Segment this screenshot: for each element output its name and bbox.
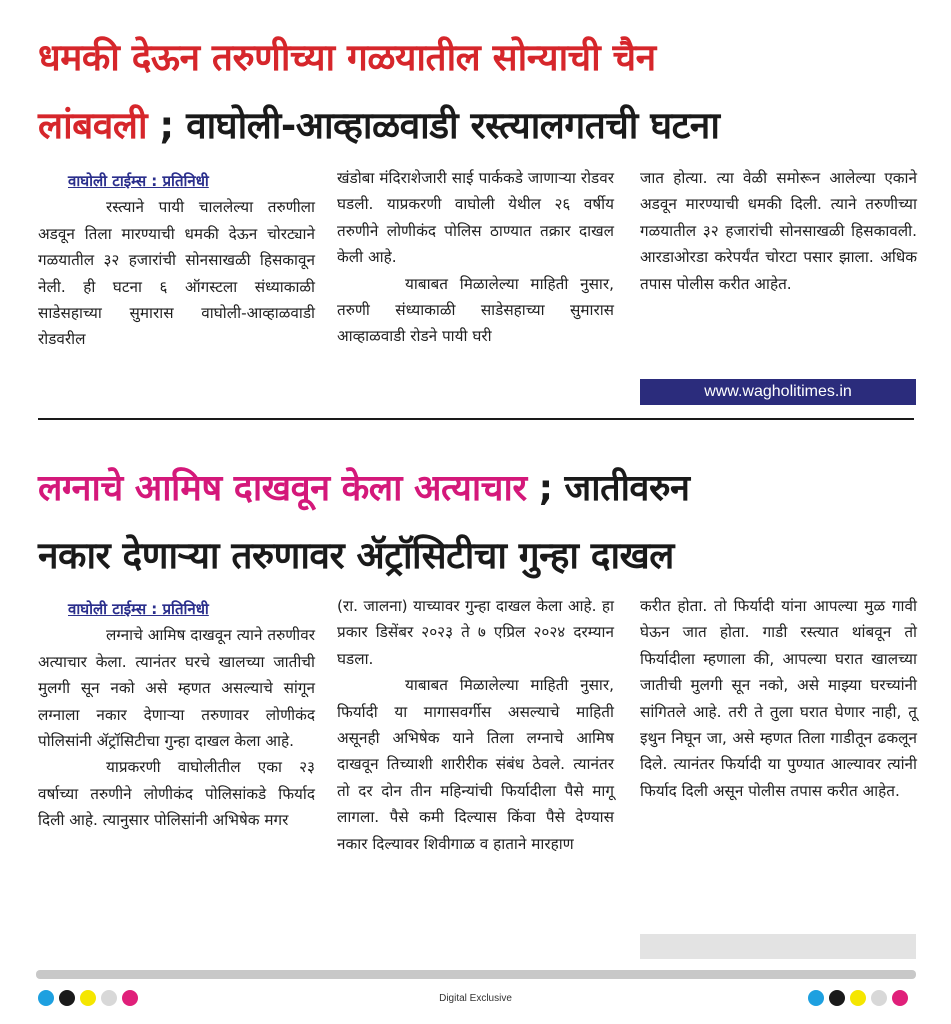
article2-column-2 (337, 593, 614, 857)
article2-col2-paragraph-1: (रा. जालना) याच्यावर गुन्हा दाखल केला आहे. हा प्रकार डिसेंबर २०२३ ते ७ एप्रिल २०२४ दरम्यान घडला. (337, 597, 614, 668)
article2-headline-rest: ; जातीवरुन (526, 468, 690, 509)
article2-col2-paragraph-2: याबाबत मिळालेल्या माहिती नुसार, फिर्यादी या मागासवर्गीस असल्याचे माहिती असूनही अभिषेक याने तिला लग्नाचे आमिष दाखवून तिच्याशी शारीरीक संबंध ठेवले. त्यानंतर तो दर दोन तीन महिन्यांची फिर्यादीला पैसे मागू लागला. पैसे कमी दिल्यास किंवा पैसे देण्यास नकार दिल्यावर शिवीगाळ व हाताने मारहाण (337, 676, 614, 853)
article1-column-2 (337, 165, 614, 350)
magenta-dot (892, 990, 908, 1006)
article1-headline-highlight: लांबवली (38, 104, 148, 147)
yellow-dot (850, 990, 866, 1006)
article2-col1-paragraph-2: याप्रकरणी वाघोलीतील एका २३ वर्षाच्या तरुणीने लोणीकंद पोलिसांकडे फिर्याद दिली आहे. त्यानुसार पोलिसांनी अभिषेक मगर (38, 758, 315, 830)
article-divider (38, 418, 914, 420)
article2-byline: वाघोली टाईम्स : प्रतिनिधी (68, 600, 209, 618)
article1-column-3 (640, 165, 917, 297)
website-url-banner[interactable]: www.wagholitimes.in (640, 379, 916, 405)
article1-headline-rest: ; वाघोली-आव्हाळवाडी रस्त्यालगतची घटना (147, 104, 720, 147)
article2-column-1 (38, 596, 315, 834)
article1-column-1 (38, 168, 315, 353)
filler-box (640, 934, 916, 959)
article2-column-3 (640, 593, 917, 804)
article2-headline-highlight: लग्नाचे आमिष दाखवून केला अत्याचार (38, 468, 527, 509)
article2-col1-paragraph-1: लग्नाचे आमिष दाखवून त्याने तरुणीवर अत्याचार केला. त्यानंतर घरचे खालच्या जातीची मुलगी सून नको असे म्हणत असल्याचे सांगून लग्नाला नकार देणाऱ्या तरुणावर लोणीकंद पोलिसांनी ॲट्रॉसिटीचा गुन्हा दाखल केला आहे. (38, 626, 315, 751)
article1-col1-paragraph: रस्त्याने पायी चाललेल्या तरुणीला अडवून तिला मारण्याची धमकी देऊन चोरट्याने गळयातील ३२ हजारांची सोनसाखळी हिसकावून नेली. ही घटना ६ ऑगस्टला संध्याकाळी साडेसहाच्या सुमारास वाघोली-आव्हाळवाडी रोडवरील (38, 198, 315, 349)
bottom-bar (36, 970, 916, 979)
black-dot (829, 990, 845, 1006)
article2-headline-line1 (38, 462, 921, 511)
article1-headline-line2 (38, 98, 921, 149)
cyan-dot (808, 990, 824, 1006)
footer-label: Digital Exclusive (439, 993, 512, 1004)
article2-headline-line2: नकार देणाऱ्या तरुणावर ॲट्रॉसिटीचा गुन्हा दाखल (38, 534, 674, 577)
gray-dot (871, 990, 887, 1006)
article2-col3-paragraph: करीत होता. तो फिर्यादी यांना आपल्या मुळ गावी घेऊन जात होता. गाडी रस्त्यात थांबवून तो फिर्यादीला म्हणाला की, आपल्या घरात खालच्या जातीची मुलगी सून नको, असे माझ्या घरच्यांनी सांगितले आहे. तरी ते तुला घरात घेणार नाही, तू इथुन निघून जा, असे म्हणत तिला गाडीतून ढकलून दिले. त्यानंतर फिर्यादी या पुण्यात आल्यावर त्यांनी फिर्याद दिली असून पोलीस तपास करीत आहेत. (640, 597, 917, 800)
article1-col2-paragraph-1: खंडोबा मंदिराशेजारी साई पार्ककडे जाणाऱ्या रोडवर घडली. याप्रकरणी वाघोली येथील २६ वर्षीय तरुणीने लोणीकंद पोलिस ठाण्यात तक्रार दाखल केली आहे. (337, 169, 614, 267)
article1-byline: वाघोली टाईम्स : प्रतिनिधी (68, 172, 209, 190)
article1-col2-paragraph-2: याबाबत मिळालेल्या माहिती नुसार, तरुणी संध्याकाळी साडेसहाच्या सुमारास आव्हाळवाडी रोडने पायी घरी (337, 274, 614, 346)
registration-marks-right (808, 990, 908, 1006)
article1-headline-line1: धमकी देऊन तरुणीच्या गळयातील सोन्याची चैन (38, 36, 656, 79)
article1-col3-paragraph: जात होत्या. त्या वेळी समोरून आलेल्या एकाने अडवून मारण्याची धमकी दिली. त्याने तरुणीच्या गळयातील ३२ हजारांची सोनसाखळी हिसकावली. आरडाओरडा करेपर्यंत चोरटा पसार झाला. अधिक तपास पोलीस करीत आहेत. (640, 169, 917, 293)
